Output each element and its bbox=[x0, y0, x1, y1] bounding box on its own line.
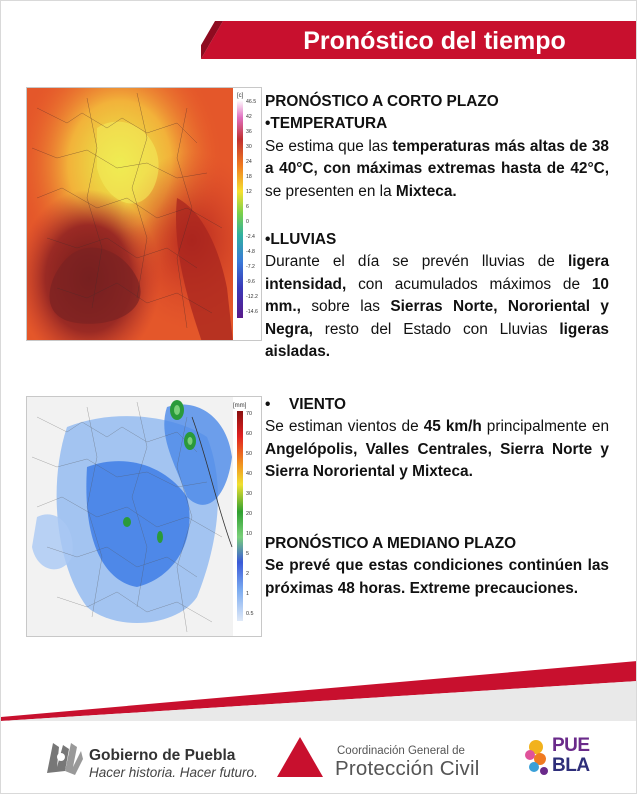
rain-section bbox=[265, 229, 609, 363]
rain-regions: Sierras Norte, Nororiental y Negra, bbox=[265, 298, 609, 338]
rain-highlight: ligera intensidad, bbox=[265, 253, 609, 293]
rain-paragraph bbox=[265, 251, 609, 363]
puebla-brand-logo bbox=[524, 731, 596, 783]
rain-highlight: ligeras aisladas. bbox=[265, 320, 609, 361]
rain-tick: 70 bbox=[246, 411, 252, 417]
temperature-region: Mixteca. bbox=[395, 182, 457, 200]
proteccion-civil-line2: Protección Civil bbox=[335, 757, 480, 780]
medium-term-paragraph bbox=[265, 555, 609, 600]
gobierno-puebla-logo bbox=[43, 733, 263, 783]
rain-tick: 50 bbox=[246, 451, 252, 457]
rain-tick: 20 bbox=[246, 511, 252, 517]
page-title: Pronóstico del tiempo bbox=[303, 27, 566, 55]
proteccion-civil-line1: Coordinación General de bbox=[337, 745, 465, 757]
rain-tick: 10 bbox=[246, 531, 252, 537]
rain-heading: •LLUVIAS bbox=[265, 231, 337, 248]
rainfall-map bbox=[26, 396, 262, 637]
temperature-paragraph bbox=[265, 136, 609, 203]
short-term-section bbox=[265, 91, 609, 203]
temp-tick: -4.8 bbox=[246, 249, 255, 255]
proteccion-civil-logo bbox=[275, 733, 505, 783]
rain-scale-unit: [mm] bbox=[233, 403, 247, 409]
puebla-logo-text-bottom: BLA bbox=[552, 755, 590, 776]
header-banner bbox=[201, 21, 637, 59]
temp-tick: 12 bbox=[246, 189, 252, 195]
wind-speed: 45 km/h bbox=[423, 418, 482, 436]
rain-tick: 2 bbox=[246, 571, 249, 577]
gobierno-emblem-icon bbox=[43, 737, 87, 777]
temp-tick: -7.2 bbox=[246, 264, 255, 270]
medium-term-section bbox=[265, 533, 609, 600]
wind-regions: Angelópolis, Valles Centrales, Sierra Norte y Sierra Nororiental y Mixteca. bbox=[265, 440, 609, 481]
rain-tick: 5 bbox=[246, 551, 249, 557]
rain-tick: 30 bbox=[246, 491, 252, 497]
medium-term-heading: PRONÓSTICO A MEDIANO PLAZO bbox=[265, 535, 517, 552]
rain-tick: 0.5 bbox=[246, 611, 254, 617]
temp-tick: -2.4 bbox=[246, 234, 255, 240]
temperature-text: Se estima que las bbox=[265, 137, 393, 155]
rain-highlight: 10 mm., bbox=[265, 275, 609, 316]
wind-bullet: • bbox=[265, 396, 271, 413]
wind-paragraph bbox=[265, 416, 609, 483]
short-term-heading: PRONÓSTICO A CORTO PLAZO bbox=[265, 93, 499, 110]
gobierno-name: Gobierno de Puebla bbox=[89, 747, 236, 764]
proteccion-civil-triangle-icon bbox=[275, 735, 325, 779]
rain-text: con acumulados máximos de bbox=[346, 275, 592, 293]
wind-text: principalmente en bbox=[481, 418, 609, 436]
temperature-map bbox=[26, 87, 262, 341]
rain-text: sobre las bbox=[300, 298, 391, 316]
temp-tick: 30 bbox=[246, 144, 252, 150]
temp-tick: 6 bbox=[246, 204, 249, 210]
temp-tick: 0 bbox=[246, 219, 249, 225]
rain-tick: 40 bbox=[246, 471, 252, 477]
temp-tick: 24 bbox=[246, 159, 252, 165]
temp-tick: 42 bbox=[246, 114, 252, 120]
rain-text: resto del Estado con Lluvias bbox=[312, 320, 560, 338]
puebla-flower-icon bbox=[524, 731, 554, 781]
temp-tick: -9.6 bbox=[246, 279, 255, 285]
temp-tick: -12.2 bbox=[246, 294, 258, 300]
wind-heading bbox=[265, 394, 609, 416]
rain-tick: 60 bbox=[246, 431, 252, 437]
wind-heading-label: VIENTO bbox=[289, 396, 347, 413]
temperature-text: se presenten en la bbox=[265, 182, 396, 200]
puebla-logo-text-top: PUE bbox=[552, 735, 590, 756]
temp-scale-unit: [c] bbox=[237, 93, 244, 99]
gobierno-slogan: Hacer historia. Hacer futuro. bbox=[89, 765, 258, 780]
wind-section bbox=[265, 394, 609, 484]
temperature-highlight: temperaturas más altas de 38 a 40°C, con máximas extremas hasta de 42°C, bbox=[265, 137, 609, 178]
temp-tick: 36 bbox=[246, 129, 252, 135]
temp-tick: 46.5 bbox=[246, 99, 257, 105]
medium-term-text: Se prevé que estas condiciones continúen las próximas 48 horas. Extreme precauciones. bbox=[265, 557, 609, 597]
footer-band bbox=[1, 661, 637, 721]
footer bbox=[1, 723, 637, 794]
temp-tick: -14.6 bbox=[246, 309, 258, 315]
temperature-heading: •TEMPERATURA bbox=[265, 115, 388, 133]
rain-tick: 1 bbox=[246, 591, 249, 597]
temp-tick: 18 bbox=[246, 174, 252, 180]
wind-text: Se estiman vientos de bbox=[265, 418, 424, 436]
rain-text: Durante el día se prevén lluvias de bbox=[265, 253, 568, 271]
